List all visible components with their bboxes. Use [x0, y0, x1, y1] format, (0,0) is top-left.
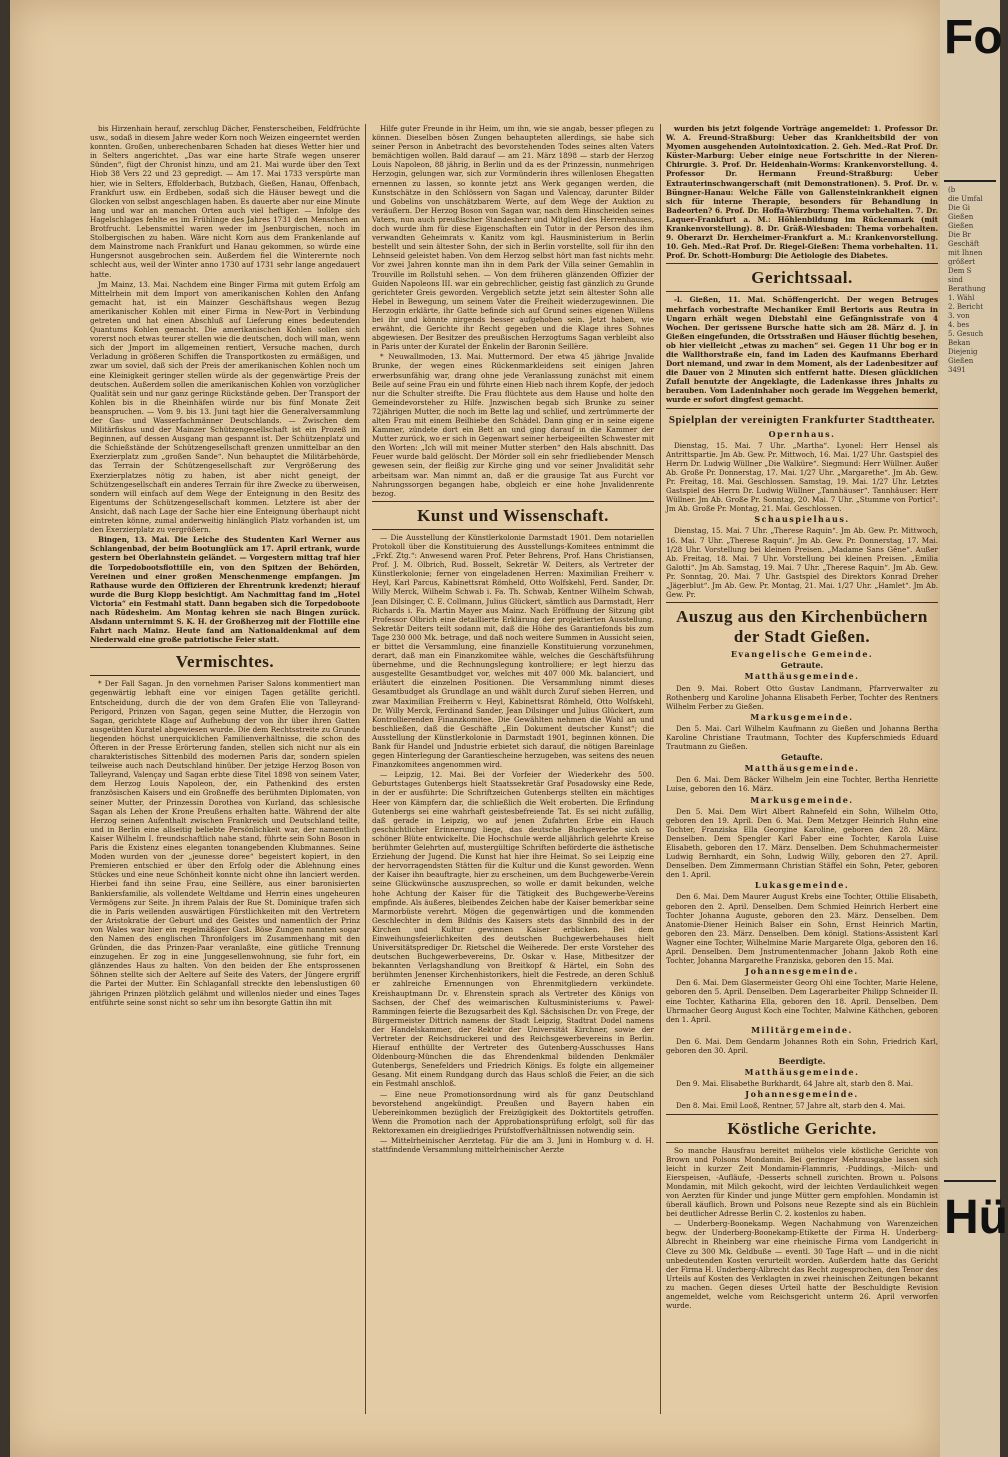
- edge-fragment: mit Ihnen: [948, 249, 983, 257]
- label-militaer: Militärgemeinde.: [751, 1024, 853, 1035]
- edge-fragment: 3. von: [948, 312, 970, 320]
- church-records: [666, 661, 938, 1110]
- section-divider: [666, 408, 938, 409]
- column-divider: [660, 124, 661, 1414]
- column-1: [90, 124, 360, 1424]
- edge-fragment: 3491: [948, 366, 966, 374]
- article-promotionsordnung: — Eine neue Promotionsordnung wird als für ganz Deutschland bevorstehend angekündigt. Preußen und Bayern haben ein Uebereinkommen bezüglich der Freizügigkeit des Doktortitels getroffen. Wenn die Promotion nach der Approbationsprüfung erfolgt, soll für das Rektorexamen ein dreigliedriges Prüfstoffverhältnissen notwendig sein.: [372, 1089, 654, 1135]
- label-evangelische-gemeinde: Evangelische Gemeinde.: [730, 649, 874, 660]
- adjacent-text-fragments: [948, 186, 1000, 375]
- edge-fragment: (b: [948, 186, 956, 194]
- record-entry: Den 8. Mai. Emil Looß, Rentner, 57 Jahre alt, starb den 4. Mai.: [676, 1101, 906, 1111]
- article-mondamin: So manche Hausfrau bereitet mühelos viele köstliche Gerichte von Brown und Polsons Mondamin. Bei geringer Mehrausgabe lassen sich leicht in kurzer Zeit Mondamin-Flammris, -Puddings, -Milch- und Eierspeisen, -Aufläufe, -Desserts schnell zurichten. Brown u. Polsons Mondamin, mit Milch gekocht, wird der leichten Verdaulichkeit wegen von Aerzten für Kinder und junge Mütter gern empfohlen. Mondamin ist überall käuflich. Brown und Polsons neue Rezepte sind als ein Büchlein bei deutlicher Adresse Berlin C. 2. kostenlos zu haben.: [666, 1145, 938, 1219]
- record-entry: Den 9. Mai. Elisabethe Burkhardt, 64 Jahre alt, starb den 8. Mai.: [676, 1079, 913, 1089]
- label-matthaeus: Matthäusgemeinde.: [744, 671, 860, 682]
- article-mainz: Jm Mainz, 13. Mai. Nachdem eine Binger Firma mit gutem Erfolg am Mittelrhein mit dem Import von amerikanischen Kohlen den Anfang gemacht hat, ist ein Mainzer Geschäftshaus wegen Bezug amerikanischer Kohlen mit einer Firma in New-Port in Verbindung getreten und hat einen Abschluß auf Lieferung eines bedeutenden Quantums Kohlen gemacht. Die amerikanischen Kohlen sollen sich vorerst noch etwas teurer stellen wie die deutschen, doch will man, wenn sich der Jmport im allgemeinen rentiert, Versuche machen, durch Verladung in größeren Schiffen die Transportkosten zu ermäßigen, und zwar um soviel, daß sich der Preis der amerikanischen Kohlen noch um eine Kleinigkeit geringer stellen würde als der gegenwärtige Preis der deutschen. Außerdem sollen die amerikanischen Kohlen von vorzüglicher Qualität sein und nur ganz geringe Rückstände geben. Der Transport der Kohlen bis in die Rheinhäfen würde nur bis fünf Monate Zeit beanspruchen. — Vom 9. bis 13. Juni tagt hier die Generalversammlung der Gas- und Wasserfachmänner Deutschlands. — Zwischen dem Militärfiskus und der Mainzer Schützengesellschaft ist ein Prozeß im Beginnen, auf dessen Ausgang man gespannt ist. Der Schützenplatz und die Schießstände der Schützengesellschaft grenzen unmittelbar an den Exerzierplatz zum „großen Sande“. Nun behauptet die Militärbehörde, das Terrain der Schützengesellschaft zur Vergrößerung des Exerzierplatzes nötig zu haben, ist aber nicht geneigt, der Schützengesellschaft ein anderes Terrain für ihre Zwecke zu überweisen, sondern will einfach auf dem Wege der Enteignung in den Besitz des Eigentums der Schützengesellschaft kommen. Letztere ist aber der Ansicht, daß nach Lage der Sache hier eine Enteignung überhaupt nicht eintreten könne, zumal anderweitig hinlänglich Platz vorhanden ist, um den Exerzierplatz zu vergrößern.: [90, 279, 360, 535]
- article-kuenstlerkolonie: — Die Ausstellung der Künstlerkolonie Darmstadt 1901. Dem notariellen Protokoll über die Konstituierung des Ausstellungs-Komitees entnimmt die „Frkf. Ztg.“: Anwesend waren Prof. Peter Behrens, Prof. Hans Christiansen, Prof. J. M. Olbrich, Rud. Bosselt, Sekretär W. Deiters, als Vertreter der Künstlerkolonie; ferner von eingeladenen Herren: Maximilian Freiherr v. Heyl, Karl Parcus, Kabinettsrat Römheld, Otto Wolfskehl, Ferd. Sander, Dr. Willy Merck, Wilhelm Schwab i. Fa. Th. Schwab, Kentner Wilhelm Schwab, Jean Dilsinger, C. E. Collmann, Julius Glückert, sämtlich aus Darmstadt, Herr Richards i. Fa. Martin Mayer aus Mainz. Nach Eröffnung der Sitzung gibt Professor Olbrich eine detaillierte Erklärung der projektierten Ausstellung. Sekretär Deiters teilt sodann mit, daß die Höhe des Garantiefonds bis zum Tage 230 000 Mk. betrage, und daß noch weitere Summen in Aussicht seien, er bittet die Versammlung, eine finanzielle Konstituierung vorzunehmen, derart, daß man ein Finanzkomitee wähle, welches die Geschäftsführung übernehme, und die Rechnungslegung kontrolliere; er legt hierzu das ausgestellte Gesamtbudget vor, welches mit 407 000 Mk. balanciert, und erläutert die einzelnen Positionen. Die Versammlung nimmt dieses Gesamtbudget als Grundlage an und wählt durch Zuruf sieben Herren, und zwar Maximilian Freiherrn v. Heyl, Kabinettsrat Römheld, Otto Wolfskehl, Dr. Willy Merck, Ferdinand Sander, Jean Dilsinger und Julius Glückert, zum Kontrollierenden Finanzkomitee. Die Gewählten nehmen die Wahl an und beschließen, daß die Geschäfte „Ein Dokument deutscher Kunst“; die Ausstellung der Künstlerkolonie in Darmstadt 1901, beginnen können. Die Bank für Handel und Jndustrie erbietet sich darauf, die nötigen Bareinlage gegen Hinterlegung der Garantiescheine herzugeben, was seitens des neuen Finanzkomitees angenommen wird.: [372, 532, 654, 770]
- schedule-opernhaus: Dienstag, 15. Mai. 7 Uhr. „Martha“. Lyonel: Herr Hensel als Antrittspartie. Jm Ab. Gew. Pr. Mittwoch, 16. Mai. 1/27 Uhr. Gastspiel des Herrn Dr. Ludwig Wüllner „Die Walküre“. Siegmund: Herr Wüllner. Außer Ab. Große Pr. Donnerstag, 17. Mai. 1/27 Uhr. „Margarethe“. Jm Ab. Gew. Pr. Freitag, 18. Mai. Geschlossen. Samstag, 19. Mai. 1/27 Uhr. Letztes Gastspiel des Herrn Dr. Ludwig Wüllner „Tannhäuser“. Tannhäuser: Herr Wüllner. Jm Ab. Große Pr. Sonntag, 20. Mai. 7 Uhr. „Stumme von Portici“. Jm Ab. Große Pr. Montag, 21. Mai. Geschlossen.: [666, 440, 938, 514]
- edge-fragment: Gießen: [948, 222, 974, 230]
- article-underberg: — Underberg-Boonekamp. Wegen Nachahmung von Warenzeichen begw. der Underberg-Boonekamp-Etikette der Firma H. Underberg-Albrecht in Rheinberg war eine rheinische Firma vom Landgericht in Cleve zu 300 Mk. Geldbuße — eventl. 30 Tage Haft — und in die nicht unbedeutenden Kosten verurteilt worden. Außerdem hatte das Gericht der Firma H. Underberg-Albrecht das Recht zugesprochen, den Tenor des Urteils auf Kosten des Verklagten in zwei rheinischen Zeitungen bekannt zu machen. Gegen dieses Urteil hatte der Beschuldigte Revision angemeldet, welche vom Reichsgericht unterm 26. April verworfen wurde.: [666, 1219, 938, 1311]
- article-hail-chronicle: bis Hirzenhain herauf, zerschlug Dächer, Fensterscheiben, Feldfrüchte usw., sodaß in diesem Jahre weder Korn noch Weizen eingeerntet werden konnten. Großen, unberechenbaren Schaden hat dieses Wetter hier und in Selters angerichtet. „Das war eine harte Strafe wegen unserer Sünden“, fügt der Chronist hinzu, und am 21. Mai wurde über den Text Hiob 38 Vers 22 und 23 gepredigt. — Am 17. Mai 1733 verspürte man hier, wie in Selters, Effolderbach, Butzbach, Gießen, Hanau, Offenbach, Frankfurt usw. ein Erdbeben, sodaß sich die Häuser bewegt und die Glocken von selbst angeschlagen haben. Es dauerte aber nur eine Minute lang und war an manchen Orten auch viel heftiger. — Infolge des Hagelschlages fehlte es im Frühlinge des Jahres 1731 den Menschen an Brotfrucht. Lebensmittel waren weder im Jsenburgischen, noch im Stolbergischen zu haben. Wäre nicht Korn aus dem Frankenlande auf dem Mainstrome nach Frankfurt und Hanau gekommen, so würde eine Hungersnot ausgebrochen sein. Außerdem fiel die Winterernte noch schlecht aus, weil der Winter anno 1730 auf 1731 sehr lange angedauert hatte.: [90, 124, 360, 279]
- record-entry: Den 5. Mai. Dem Wirt Albert Rahnefeld ein Sohn, Wilhelm Otto, geboren den 19. April. Den 6. Mai. Dem Metzger Heinrich Huhn eine Tochter, Franziska Ella Georgine Karoline, geboren den 28. März. Denselben. Dem Spengler Karl Faber eine Tochter, Karola Luise Elisabeth, geboren den 17. März. Denselben. Dem Schuhmachermeister Ludwig Bernhardt, ein Sohn, Ludwig Willy, geboren den 27. April. Denselben. Dem Zimmermann Christian Stäffel ein Sohn, Peter, geboren den 1. April.: [666, 806, 938, 880]
- edge-fragment: Berathung: [948, 285, 986, 293]
- edge-fragment: sind: [948, 276, 963, 284]
- record-entry: Den 6. Mai. Dem Gendarm Johannes Roth ein Sohn, Friedrich Karl, geboren den 30. April.: [666, 1036, 938, 1055]
- edge-fragment: Die Gi: [948, 204, 971, 212]
- record-entry: Den 5. Mai. Carl Wilhelm Kaufmann zu Gießen und Johanna Bertha Karoline Christiane Trautmann, Tochter des Kupferschmieds Eduard Trautmann zu Gießen.: [666, 723, 938, 752]
- section-divider: [666, 291, 938, 292]
- record-entry: Den 9. Mai. Robert Otto Gustav Landmann, Pfarrverwalter zu Rothenberg und Karoline Johanna Elisabeth Ferber, Tochter des Rentners Wilhelm Ferber zu Gießen.: [666, 683, 938, 711]
- edge-fragment: Dem S: [948, 267, 972, 275]
- label-matthaeus: Matthäusgemeinde.: [744, 1067, 860, 1078]
- edge-fragment: 1. Wähl: [948, 294, 975, 302]
- article-bingen: Bingen, 13. Mai. Die Leiche des Studenten Karl Werner aus Schlangenbad, der beim Bootunglück am 17. April ertrank, wurde gestern bei Oberlahnstein geländet. — Vorgestern mittag traf hier die Torpedobootsflottille ein, von den Spitzen der Behörden, Vereinen und einer großen Menschenmenge empfangen. Jm Rathause wurde den Offizieren der Ehrentrunk kredenzt; hierauf wurde die Burg Klopp besichtigt. Am Nachmittag fand im „Hotel Victoria“ ein Festmahl statt. Dann begaben sich die Torpedoboote nach Rüdesheim. Am Montag kehren sie nach Bingen zurück. Alsdann unternimmt S. K. H. der Großherzog mit der Flottille eine Fahrt nach Mainz. Heute fand am Nationaldenkmal auf dem Niederwald eine große patriotische Feier statt.: [90, 535, 360, 645]
- heading-koestliche-gerichte: Köstliche Gerichte.: [727, 1118, 877, 1138]
- edge-fragment: Gießen: [948, 213, 974, 221]
- heading-kirchenbuecher: Auszug aus den Kirchenbüchern der Stadt Gießen.: [676, 607, 928, 647]
- edge-fragment: Diejenig: [948, 348, 978, 356]
- label-matthaeus: Matthäusgemeinde.: [744, 763, 860, 774]
- edge-fragment: Bekan: [948, 339, 971, 347]
- section-divider: [666, 602, 938, 603]
- article-neuwallmoden: * Neuwallmoden, 13. Mai. Muttermord. Der etwa 45 jährige Jnvalide Brunke, der wegen eines Rückenmarkleidens seit einigen Jahren erwerbsunfähig war, drang ohne jede Veranlassung zunächst mit einem Beile auf seine Frau ein und führte einen Hieb nach ihrem Kopfe, der jedoch nur die Schulter streifte. Die Frau flüchtete aus dem Hause und holte den Gemeindevorsteher zu Hilfe. Jnzwischen begab sich Brunke zu seiner 72jährigen Mutter, die noch im Bette lag und schlief, und zertrümmerte der alten Frau mit einem Beilhiebe den Schädel. Dann ging er in seine eigene Kammer, zündete dort ein Bett an und ging darauf in die Kammer der Mutter zurück, wo er sich in Gegenwart seiner herbeigeeilten Schwester mit den Worten: „Ich will mit meiner Mutter sterben“ den Hals abschnitt. Das Feuer wurde bald gelöscht. Der Mörder soll ein sehr friedliebender Mensch gewesen sein, der fleißig zur Kirche ging und vor seiner Jnvalidität sehr arbeitsam war. Man nimmt an, daß er die grausige Tat aus Furcht vor Nahrungssorgen begangen habe, obgleich er eine hohe Jnvalidenrente bezog.: [372, 352, 654, 498]
- article-aerztetag: — Mittelrheinischer Aerztetag. Für die am 3. Juni in Homburg v. d. H. stattfindende Versammlung mittelrheinischer Aerzte: [372, 1136, 654, 1155]
- column-3: [666, 124, 938, 1424]
- label-opernhaus: Opernhaus.: [768, 428, 836, 439]
- heading-spielplan: Spielplan der vereinigten Frankfurter Stadttheater.: [668, 413, 936, 426]
- edge-fragment: 4. bes: [948, 321, 970, 329]
- section-divider: [666, 1142, 938, 1143]
- label-johannes: Johannesgemeinde.: [745, 1089, 859, 1100]
- heading-kunst-wissenschaft: Kunst und Wissenschaft.: [417, 505, 609, 525]
- label-lukas: Lukasgemeinde.: [754, 880, 850, 891]
- adjacent-headline-bottom: Hü: [944, 1191, 1008, 1244]
- edge-fragment: 2. Bericht: [948, 303, 984, 311]
- article-schoeffengericht: -l. Gießen, 11. Mai. Schöffengericht. Der wegen Betruges mehrfach vorbestrafte Mechaniker Emil Bertoris aus Reutra in Ungarn erhält wegen Diebstahl eine Gefängnisstrafe von 4 Wochen. Der gerissene Bursche hatte sich am 28. März d. J. in Gießen eingefunden, die Ortsstraßen und Häuser flüchtig besehen, ob hier vielleicht „etwas zu machen“ sei. Gegen 11 Uhr bog er in die Wallthorstraße ein, fand im Laden des Kaufmanns Eberhard Dort niemand, und zwar in dem Moment, als der Ladenbesitzer auf die Dauer von 2 Minuten sich entfernt hatte. Diesen glücklichen Zufall benutzte der Angeklagte, die Ladenkasse ihres Jnhalts zu berauben. Vom Ladeninhaber noch gerade im Weggehen bemerkt, wurde er sofort dingfest gemacht.: [666, 295, 938, 405]
- column-2: [372, 124, 654, 1424]
- article-aerztetag-continued: wurden bis jetzt folgende Vorträge angemeldet: 1. Professor Dr. W. A. Freund-Straßburg: Ueber das Krankheitsbild der von Myomen ausgehenden Autointoxication. 2. Geh. Med.-Rat Prof. Dr. Küster-Marburg: Ueber einige neue Fortschritte in der Nieren-Chirurgie. 3. Prof. Dr. Heidenhain-Worms: Krankenvorstellung. 4. Professor Dr. Hermann Freund-Straßburg: Ueber Extrauterinschwangerschaft (mit Demonstrationen). 5. Prof. Dr. v. Büngner-Hanau: Welche Fälle von Gallensteinkrankheit eignen sich für interne Therapie, besonders für Behandlung in Badeorten? 6. Prof. Dr. Hoffa-Würzburg: Thema vorbehalten. 7. Dr. Laquer-Frankfurt a. M.: Höhlenbildung im Rückenmark (mit Krankenvorstellung). 8. Dr. Gräß-Wiesbaden: Thema vorbehalten. 9. Oberarzt Dr. Herxheimer-Frankfurt a. M.: Krankenvorstellung. 10. Geh. Med.-Rat Prof. Dr. Riegel-Gießen: Thema vorbehalten. 11. Prof. Dr. Schott-Homburg: Die Aetiologie des Diabetes.: [666, 124, 938, 261]
- edge-fragment: Gießen: [948, 357, 974, 365]
- label-johannes: Johannesgemeinde.: [745, 966, 859, 977]
- article-sagan-continued: Hilfe guter Freunde in ihr Heim, um ihn, wie sie angab, besser pflegen zu können. Dieselben bösen Zungen behaupteten allerdings, sie habe sich seiner Person in Anbetracht des bevorstehenden Todes seines alten Vaters bemächtigen wollen. Bald darauf — am 21. März 1898 — starb der Herzog Louis Napoleon, 88 jährig, in Berlin und da es der Prinzessin, nunmehrigen Herzogin, gelungen war, sich zur Vormünderin ihres willenlosen Ehegatten ernennen zu lassen, so konnte jetzt ans Werk gegangen werden, die Kunstschätze in den Schlössern von Sagan und Valencay, darunter Bilder und Gobelins von unschätzbarem Werte, auf dem Wege der Auktion zu veräußern. Der Herzog Boson von Sagan war, nach dem Hinscheiden seines Vaters, nun auch preußischer Standesherr und Mitglied des Herrenhauses, doch wurde ihm für diese Eigenschaften ein Tutor in der Person des ihm verwandten Geheimrats v. Kanitz vom kgl. Hausministerium in Berlin bestellt und sein ältester Sohn, der sich in Berlin vorstellte, soll für ihn den Lehnseid geleistet haben. Von dem Herzog selbst hört man fast nichts mehr. Vor zwei Jahren konnte man ihn in dem Park der Villa seiner Gemahlin in Trouville im Rollstuhl sehen. — Von dem früheren glänzenden Offizier der Guiden Napoleons III. war ein gebrechlicher, geistig fast gänzlich zu Grunde gerichteter Greis geworden. Vergeblich setzte jetzt sein ältester Sohn alle Hebel in Bewegung, um seinem Vater die Freiheit wiederzugewinnen. Die Herzogin erklärte, ihr Gatte befinde sich auf Grund seines eigenen Willens bei ihr und könnte nirgends besser aufgehoben sein. Jetzt haben, wie erwähnt, die Gerichte ihr Recht gegeben und die Klage ihres Sohnes abgewiesen. Der Besitzer des preußischen Herzogtums Sagan verbleibt also in Paris unter der Kuratel der Enkelin der Baronin Seillère.: [372, 124, 654, 352]
- column-divider: [365, 124, 366, 1414]
- edge-fragment: 5. Gesuch: [948, 330, 984, 338]
- newspaper-page: [10, 0, 940, 1457]
- section-divider: [90, 675, 360, 676]
- record-entry: Den 6. Mai. Dem Glasermeister Georg Ohl eine Tochter, Marie Helene, geboren den 5. April. Denselben. Dem Lagerarbeiter Philipp Schneider II. eine Tochter, Katharina Ella, geboren den 18. April. Denselben. Dem Uhrmacher Georg August Koch eine Tochter, Malwine Käthchen, geboren den 1. April.: [666, 978, 938, 1024]
- heading-gerichtssaal: Gerichtssaal.: [751, 268, 853, 288]
- section-divider: [666, 263, 938, 264]
- edge-rule: [944, 1180, 996, 1182]
- section-divider: [372, 501, 654, 502]
- edge-rule: [944, 180, 996, 182]
- section-divider: [90, 647, 360, 648]
- label-beerdigte: Beerdigte.: [778, 1056, 826, 1067]
- article-sagan: * Der Fall Sagan. Jn den vornehmen Pariser Salons kommentiert man gegenwärtig lebhaft eine vor einigen Tagen getällte gerichtl. Entscheidung, durch die der von dem Grafen Elie von Talleyrand-Perigord, Prinzen von Sagan, gegen seine Mutter, die Herzogin von Sagan, gerichtete Klage auf Aufhebung der von ihr über ihren Gatten ausgeübten Kuratel abgewiesen wurde. Die dem Rechtsstreite zu Grunde liegenden höchst unerquicklichen Familienverhältnisse, die schon des Öfteren in der Presse Erörterung fanden, stellen sich nicht nur als ein charakteristisches Sittenbild des modernen Paris dar, sondern spielen teilweise auch nach Deutschland hinüber. Der jetzige Herzog Boson von Talleyrand, Valençay und Sagan erbte diese Titel 1898 von seinem Vater, dem Herzog Louis Napoleon, der, ein Pathenkind des ersten französischen Kaisers und ein Großneffe des berühmten Diplomaten, von seiner Mutter, der Prinzessin Dorothea von Kurland, das schlesische Sagan als Lehen der Krone Preußens erhalten hatte. Während der alte Herzog seinen Aufenthalt zwischen Frankreich und Deutschland teilte, und in Berlin eine allseitig beliebte Persönlichkeit war, der namentlich Kaiser Wilhelm I. freundschaftlich nahe stand, führte sein Sohn Boson in Paris die Existenz eines eleganten tonangebenden Klubmannes. Seine Moden wurden von der „jeunesse doree“ begeistert kopiert, in den Premieren entschied er über den Erfolg oder die Ablehnung eines Stückes und eine neue Schönheit konnte nicht ohne ihn lanciert werden. Hierbei fand ihn seine Frau, eine Seillère, aus einer baronisierten Bankiersfamilie, als vollendete Weltdame und Herrin eines ungeheuren Vermögens zur Seite. Jn ihrem Palais der Rue St. Dominique trafen sich die in Paris weilenden auswärtigen Fürstlichkeiten mit den Vertretern der Aristokratie der Geburt und des Geistes und namentlich der Prinz von Wales war hier ein regelmäßiger Gast. Böse Zungen nannten sogar den Namen des englischen Thronfolgers im Zusammenhang mit den Gründen, die das Prinzen-Paar veranlaßte, eine gütliche Trennung einzugehen. Er zog in eine Junggesellenwohnung, sie fuhr fort, ein glänzendes Haus zu halten. Von den beiden der Ehe entsprossenen Söhnen stellte sich der Aeltere auf Seite des Vaters, der Jüngere ergriff die Partei der Mutter. Ein Schlaganfall streckte den lebenslustigen 60 jährigen Prinzen plötzlich gelähmt und willenlos nieder und eines Tages entführte seine sonst nicht so sehr um ihn besorgte Gattin ihn mit: [90, 679, 360, 1007]
- edge-fragment: Geschäft: [948, 240, 980, 248]
- heading-vermischtes: Vermischtes.: [175, 652, 275, 672]
- label-markus: Markusgemeinde.: [750, 711, 854, 722]
- record-entry: Den 6. Mai. Dem Maurer August Krebs eine Tochter, Ottilie Elisabeth, geboren den 2. April. Denselben. Dem Schmied Heinrich Herbert eine Tochter Johanna Auguste, geboren den 23. März. Denselben. Dem Anatomie-Diener Heinich Balser ein Sohn, Ernst Heinrich Martin, geboren den 23. März. Denselben. Dem königl. Stations-Assistent Karl Wagner eine Tochter, Wilhelmine Marie Margarete Olga, geboren den 16. April. Denselben. Dem Jnstrumentenmacher Johann Jakob Roth eine Tochter, Johanna Margarethe Franziska, geboren den 15. Mai.: [666, 892, 938, 966]
- schedule-schauspielhaus: Dienstag, 15. Mai. 7 Uhr. „Therese Raquin“. Jm Ab. Gew. Pr. Mittwoch, 16. Mai. 7 Uhr. „Therese Raquin“. Jm Ab. Gew. Pr. Donnerstag, 17. Mai. 1/28 Uhr. Vorstellung bei kleinen Preisen. „Madame Sans Gêne“. Außer Ab. Freitag, 18. Mai. 7 Uhr. Vorstellung bei kleinen Preisen. „Emilia Galotti“. Jm Ab. Samstag, 19. Mai. 7 Uhr. „Therese Raquin“. Jm Ab. Gew. Pr. Sonntag, 20. Mai. 7 Uhr. Gastspiel des Direktors Konrad Dreher „Jägerblut“. Jm Ab. Gew. Pr. Montag, 21. Mai. 1/27 Uhr. „Hamlet“. Jm Ab. Gew. Pr.: [666, 526, 938, 600]
- section-divider: [372, 529, 654, 530]
- adjacent-headline-top: Fo: [944, 11, 1003, 64]
- record-entry: Den 6. Mai. Dem Bäcker Wilhelm Jein eine Tochter, Bertha Henriette Luise, geboren den 16. März.: [666, 775, 938, 794]
- adjacent-page-edge: [940, 0, 1008, 1457]
- edge-fragment: Die Br: [948, 231, 971, 239]
- label-getaufte: Getaufte.: [781, 752, 823, 763]
- edge-fragment: die Umfal: [948, 195, 983, 203]
- label-schauspielhaus: Schauspielhaus.: [754, 514, 850, 525]
- article-leipzig-gutenberg: — Leipzig, 12. Mai. Bei der Vorfeier der Wiederkehr des 500. Geburtstages Gutenbergs hielt Staatssekretär Graf Posadowsky eine Rede, in der er ausführte: Die Schriftzeichen Gutenbergs stellten ein mächtiges Heer von Kämpfern dar, die schließlich die Welt eroberten. Die Erfindung Gutenbergs sei eine wahrhaft geistesbefreiende Tat. Es sei nicht zufällig, daß gerade in Leipzig, wo auf jenen Zufahrten Erbe ein Hauch geschichtlicher Erinnerung liege, das deutsche Buchgewerbe sich so schöner Blüte entwickelte. Die Hochschule werde alljährlich gelehrte Kreise berühmter Gelehrten auf, mustergültige Schriften beförderte die ästhetische Erziehung der Jugend. Die Kunst hat hier ihre Heimat. So sei Leipzig eine der hervorragendsten Stätten für die Kultur und die Kunst geworden. Wenn der Kaiser ihn beauftragte, hier zu erscheinen, um dem Buchgewerbe-Verein seine Glückwünsche auszusprechen, so wolle er damit bekunden, welche hohe Achtung der Kaiser für die Tätigkeit des Buchgewerbe-Vereins empfinde. Als äußeres, bleibendes Zeichen habe der Kaiser bemerkbar seine Marmorbüste verehrt. Mögen die gegenwärtigen und die kommenden Geschlechter in dem Bildnis des Kaisers stets das Sinnbild des in der Kirchen und Kultur gewinnen Kaiser erblicken. Bei dem Einweihungsfeierlichkeiten des deutschen Buchgewerbehauses hielt Universitätsprediger Dr. Rietschel die Weiherede. Der erste Vorsteher des deutschen Buchgewerbevereins, Dr. Oskar v. Hase, Mitbesitzer der bekannten Verlagshandlung von Breitkopf & Härtel, ein Sohn des berühmten Jenenser Kirchenhistorikers, hielt die Festrede, an deren Schluß er zahlreiche Ernennungen von Ehrenmitgliedern verkündete. Kreishauptmann Dr. v. Ehrenstein sprach als Vertreter des Königs von Sachsen, der Chef des weimarischen Kultusministeriums v. Pawel-Rammingen feierte die Bezugsarbeit des Kgl. Sächsischen Dr. von Frege, der Bürgermeister Dittrich namens der Stadt Leipzig, Stadtrat Dodel namens der Handelskammer, der Rektor der Universität Kirchner, sowie der Vertreter der Reichsdruckerei und des Reichsgewerbevereins in Berlin. Hierauf enthüllte der Vertreter des Gutenberg-Ausschusses Hans Oldenbourg-München die das Ehrendenkmal bildenden Denkmäler Gutenbergs, Senefelders und Friedrich Königs. Es folgte ein allgemeiner Gesang. Mit einem Rundgang durch das Haus schloß die Feier, an die sich ein Festmahl anschloß.: [372, 770, 654, 1089]
- section-divider: [666, 1114, 938, 1115]
- label-markus: Markusgemeinde.: [750, 794, 854, 805]
- label-getraute: Getraute.: [780, 660, 824, 671]
- edge-fragment: größert: [948, 258, 976, 266]
